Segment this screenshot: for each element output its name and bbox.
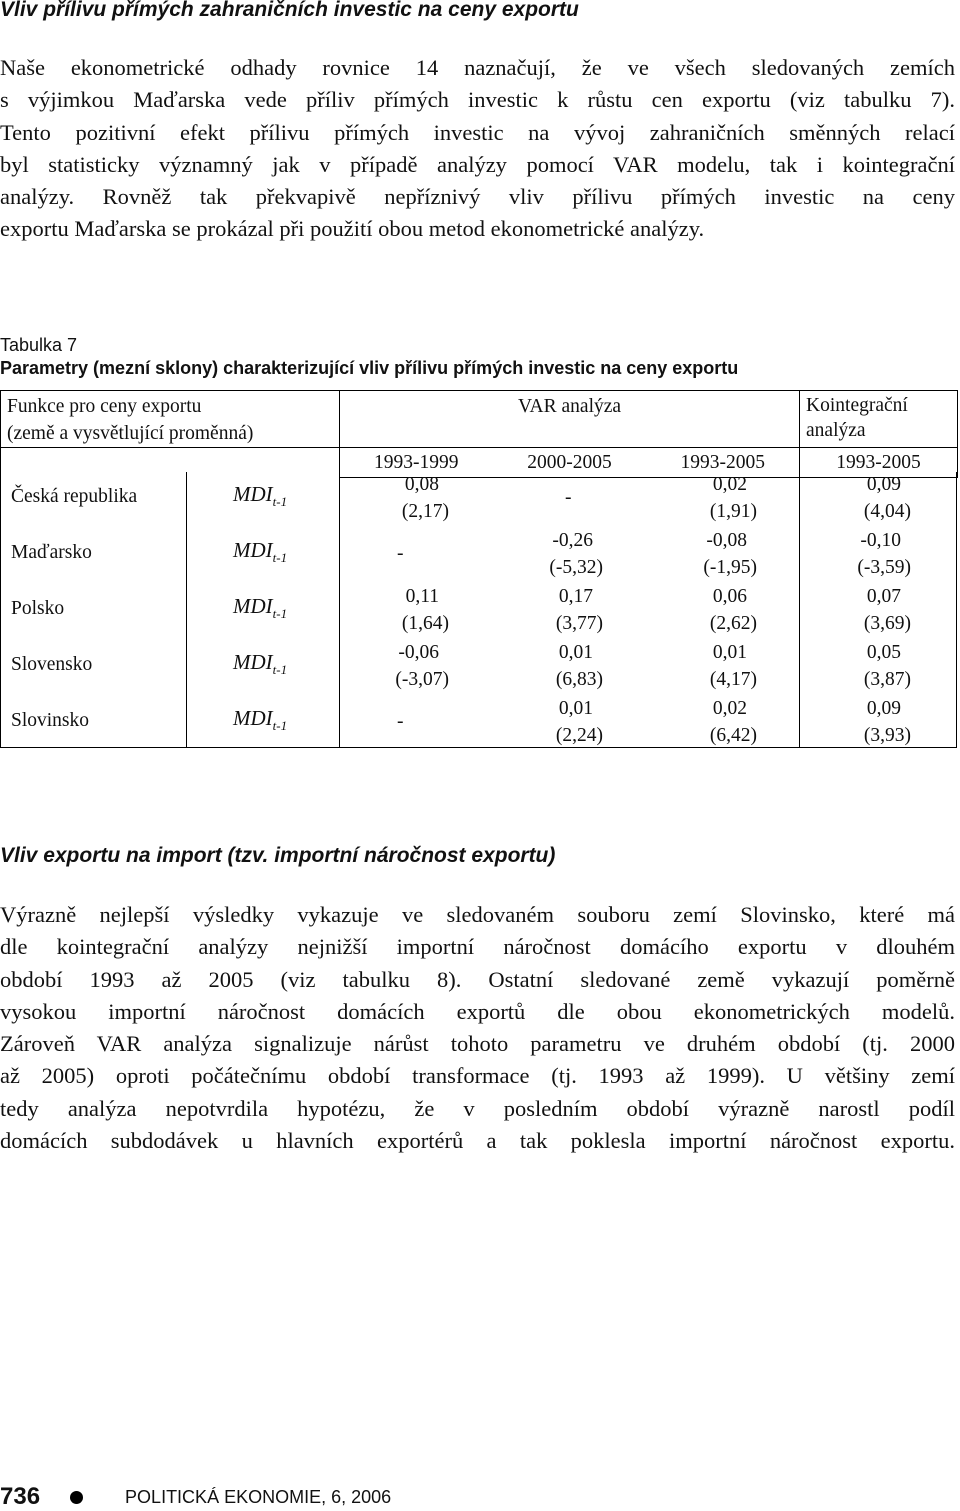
header-var: VAR analýza (340, 391, 800, 448)
coef-value: 0,17 (558, 586, 593, 607)
data-table (0, 390, 958, 478)
page-footer (0, 1483, 391, 1511)
coef-value: -0,06 (398, 642, 439, 663)
variable-label (233, 594, 287, 622)
table-row (1, 642, 956, 698)
coef-value: -0,08 (706, 530, 747, 551)
coef-value: 0,01 (558, 642, 593, 663)
t-statistic: (-1,95) (703, 557, 757, 578)
header-function-line2: (země a vysvětlující proměnná) (7, 423, 254, 444)
t-statistic: (3,69) (863, 613, 911, 634)
paragraph-line: vysokou importní náročnost domácích exportů dle obou ekonometrických modelů. (0, 998, 955, 1024)
t-statistic: (4,17) (709, 669, 757, 690)
paragraph-2 (0, 899, 955, 1157)
table-label: Tabulka 7 (0, 335, 78, 355)
variable-label (233, 650, 287, 678)
variable-name: MDI (233, 594, 273, 618)
period-1: 1993-1999 (340, 448, 493, 478)
country-name: Slovinsko (11, 710, 90, 731)
table-body (0, 472, 957, 748)
t-statistic: (6,42) (709, 725, 757, 746)
t-statistic: (-3,59) (857, 557, 911, 578)
paragraph-line: Zároveň VAR analýza signalizuje nárůst tohoto parametru ve druhém období (tj. 2000 (0, 1031, 955, 1057)
paragraph-line: tedy analýza nepotvrdila hypotézu, že v posledním období výrazně narostl podíl (0, 1095, 955, 1121)
period-3: 1993-2005 (647, 448, 800, 478)
coef-value: - (397, 711, 404, 732)
country-name: Česká republika (11, 486, 138, 507)
t-statistic: (6,83) (555, 669, 603, 690)
paragraph-line: byl statisticky významný jak v případě analýzy pomocí VAR modelu, tak i kointegrační (0, 151, 955, 177)
coef-value: 0,09 (866, 474, 901, 495)
variable-name: MDI (233, 706, 273, 730)
variable-label (233, 538, 287, 566)
variable-name: MDI (233, 538, 273, 562)
coef-value: -0,26 (552, 530, 593, 551)
country-name: Maďarsko (11, 542, 92, 563)
country-name: Polsko (11, 598, 65, 619)
variable-name: MDI (233, 650, 273, 674)
t-statistic: (2,17) (401, 501, 449, 522)
table-row (1, 474, 956, 530)
coef-value: 0,01 (712, 642, 747, 663)
t-statistic: (3,77) (555, 613, 603, 634)
paragraph-line: analýzy. Rovněž tak překvapivě nepříznivý vliv přílivu přímých investic na ceny (0, 184, 955, 210)
variable-label (233, 482, 287, 510)
coef-value: 0,07 (866, 586, 901, 607)
section-heading: Vliv přílivu přímých zahraničních investic na ceny exportu (0, 0, 579, 21)
coef-value: 0,02 (712, 474, 747, 495)
page-number: 736 (0, 1483, 41, 1510)
paragraph-line: Výrazně nejlepší výsledky vykazuje ve sledovaném souboru zemí Slovinsko, které má (0, 902, 955, 927)
coef-value: 0,09 (866, 698, 901, 719)
coef-value: 0,08 (404, 474, 439, 495)
variable-subscript: t-1 (272, 662, 288, 678)
t-statistic: (2,24) (555, 725, 603, 746)
variable-subscript: t-1 (272, 606, 288, 622)
coef-value: 0,11 (405, 586, 439, 607)
coef-value: 0,05 (866, 642, 901, 663)
table-title: Parametry (mezní sklony) charakterizující vliv přílivu přímých investic na ceny exportu (0, 358, 739, 378)
paragraph-line: dle kointegrační analýzy nejnižší importní náročnost domácího exportu v dlouhém (0, 934, 955, 960)
paragraph-1 (0, 52, 955, 246)
paragraph-line: Naše ekonometrické odhady rovnice 14 naznačují, že ve všech sledovaných zemích (0, 55, 955, 80)
variable-subscript: t-1 (272, 494, 288, 510)
coef-value: 0,06 (712, 586, 747, 607)
t-statistic: (1,91) (709, 501, 757, 522)
header-koint-line2: analýza (806, 420, 866, 441)
header-koint-line1: Kointegrační (806, 395, 908, 416)
paragraph-line: exportu Maďarska se prokázal při použití obou metod ekonometrické analýzy. (0, 216, 705, 242)
paragraph-line: Tento pozitivní efekt přílivu přímých investic na vývoj zahraničních směnných relací (0, 119, 955, 145)
paragraph-line: období 1993 až 2005 (viz tabulku 8). Ostatní sledované země vykazují poměrně (0, 966, 955, 992)
t-statistic: (1,64) (401, 613, 449, 634)
t-statistic: (4,04) (863, 501, 911, 522)
bullet-icon (70, 1491, 83, 1504)
header-kointegracni (800, 391, 958, 448)
paragraph-line: domácích subdodávek u hlavních exportérů a tak poklesla importní náročnost exportu. (0, 1128, 955, 1154)
variable-label (233, 706, 287, 734)
coef-value: 0,02 (712, 698, 747, 719)
header-function-line1: Funkce pro ceny exportu (7, 396, 202, 417)
country-name: Slovensko (11, 654, 93, 675)
paragraph-line: s výjimkou Maďarska vede příliv přímých investic k růstu cen exportu (viz tabulku 7). (0, 87, 955, 113)
paragraph-line: až 2005) oproti počátečnímu období transformace (tj. 1993 až 1999). U většiny zemí (0, 1063, 955, 1089)
t-statistic: (-5,32) (549, 557, 603, 578)
header-function (1, 391, 340, 448)
coef-value: - (397, 543, 404, 564)
coef-value: 0,01 (558, 698, 593, 719)
table-row (1, 698, 956, 754)
table-row (1, 586, 956, 642)
variable-name: MDI (233, 482, 273, 506)
period-2: 2000-2005 (493, 448, 647, 478)
period-4: 1993-2005 (800, 448, 958, 478)
t-statistic: (-3,07) (395, 669, 449, 690)
coef-value: -0,10 (860, 530, 901, 551)
coef-value: - (565, 487, 572, 508)
t-statistic: (3,93) (863, 725, 911, 746)
t-statistic: (2,62) (709, 613, 757, 634)
variable-subscript: t-1 (272, 718, 288, 734)
table-row (1, 530, 956, 586)
variable-subscript: t-1 (272, 550, 288, 566)
section-heading-2: Vliv exportu na import (tzv. importní náročnost exportu) (0, 844, 556, 867)
t-statistic: (3,87) (863, 669, 911, 690)
journal-name: POLITICKÁ EKONOMIE, 6, 2006 (125, 1486, 392, 1507)
